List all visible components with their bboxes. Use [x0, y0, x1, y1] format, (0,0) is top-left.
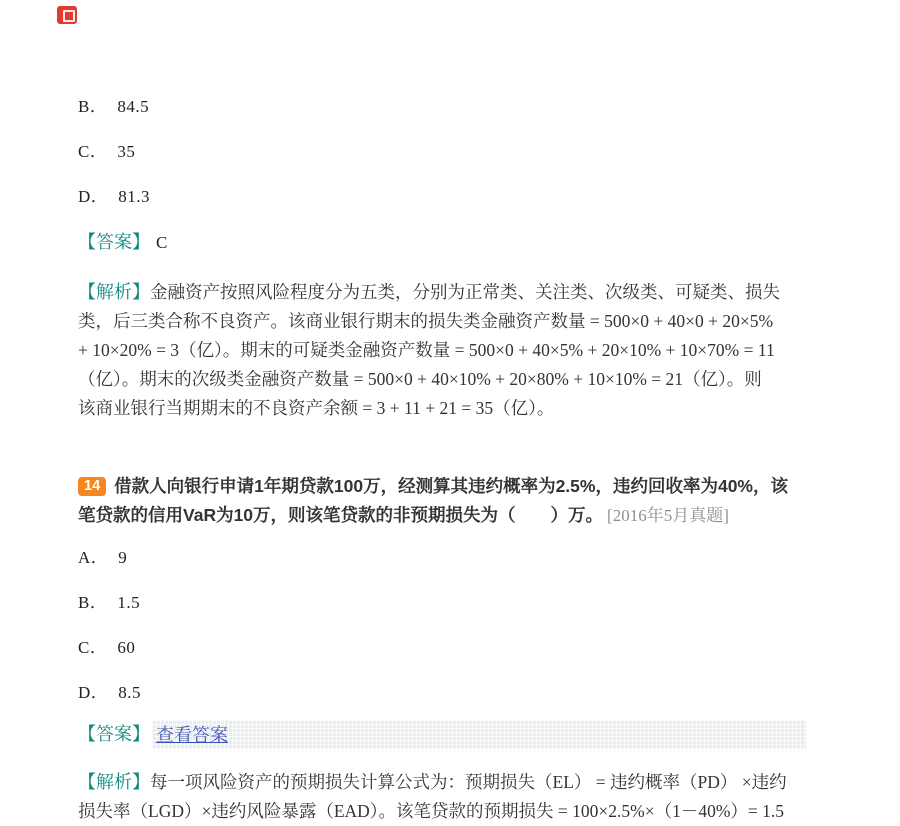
option-letter: D．	[78, 683, 109, 702]
option-value: 81.3	[118, 187, 151, 206]
answer-value: C	[156, 233, 168, 252]
red-marker-icon	[57, 6, 77, 24]
option-row-c14	[78, 637, 806, 658]
analysis-q13	[78, 278, 806, 423]
top-spacer	[78, 0, 806, 96]
exam-source-tag: [2016年5月真题]	[607, 505, 729, 525]
question-number-badge: 14	[78, 477, 106, 496]
analysis-line	[78, 768, 806, 797]
answer-label: 【答案】	[78, 720, 150, 749]
analysis-line	[78, 278, 806, 307]
option-value: 1.5	[117, 593, 141, 612]
question-text: 借款人向银行申请1年期贷款100万，经测算其违约概率为2.5%，违约回收率为40%，该	[114, 476, 788, 496]
analysis-label: 【解析】	[78, 772, 150, 792]
analysis-line: + 10×20% = 3（亿）。期末的可疑类金融资产数量 = 500×0 + 40×5% + 20×10% + 10×70% = 11	[78, 340, 775, 360]
option-row-c13	[78, 141, 806, 162]
option-letter: C．	[78, 638, 108, 657]
option-value: 8.5	[118, 683, 142, 702]
analysis-line: 该商业银行当期期末的不良资产余额 = 3 + 11 + 21 = 35（亿）。	[78, 398, 555, 418]
question-line	[78, 472, 806, 501]
option-value: 9	[118, 548, 128, 567]
analysis-line: 类，后三类合称不良资产。该商业银行期末的损失类金融资产数量 = 500×0 + 40×0 + 20×5%	[78, 311, 774, 331]
option-value: 60	[117, 638, 136, 657]
option-letter: D．	[78, 187, 109, 206]
options-q14	[78, 547, 806, 703]
option-row-b13	[78, 96, 806, 117]
analysis-q14	[78, 768, 806, 826]
option-letter: C．	[78, 142, 108, 161]
analysis-text: 每一项风险资产的预期损失计算公式为：预期损失（EL） = 违约概率（PD） ×违约	[150, 772, 787, 792]
option-row-d14	[78, 682, 806, 703]
question-text: 笔贷款的信用VaR为10万，则该笔贷款的非预期损失为（ ）万。	[78, 504, 604, 525]
answer-label: 【答案】	[78, 232, 150, 252]
answer-reveal-area[interactable]	[152, 720, 806, 749]
answer-line-q13	[78, 231, 806, 254]
option-letter: B．	[78, 97, 108, 116]
analysis-line: 损失率（LGD）×违约风险暴露（EAD）。该笔贷款的预期损失 = 100×2.5%×（1－40%）= 1.5	[78, 801, 785, 821]
option-letter: B．	[78, 593, 108, 612]
analysis-label: 【解析】	[78, 282, 150, 302]
option-value: 84.5	[117, 97, 150, 116]
option-row-b14	[78, 592, 806, 613]
analysis-line: （亿）。期末的次级类金融资产数量 = 500×0 + 40×10% + 20×80% + 10×10% = 21（亿）。则	[78, 369, 762, 389]
document-content	[78, 0, 806, 826]
option-value: 35	[117, 142, 136, 161]
analysis-text: 金融资产按照风险程度分为五类，分别为正常类、关注类、次级类、可疑类、损失	[150, 282, 780, 302]
option-letter: A．	[78, 548, 109, 567]
answer-bar-q14	[78, 720, 806, 749]
view-answer-link[interactable]: 查看答案	[156, 724, 228, 745]
question-14	[78, 472, 806, 530]
option-row-d13	[78, 186, 806, 207]
option-row-a14	[78, 547, 806, 568]
question-line	[78, 501, 806, 531]
